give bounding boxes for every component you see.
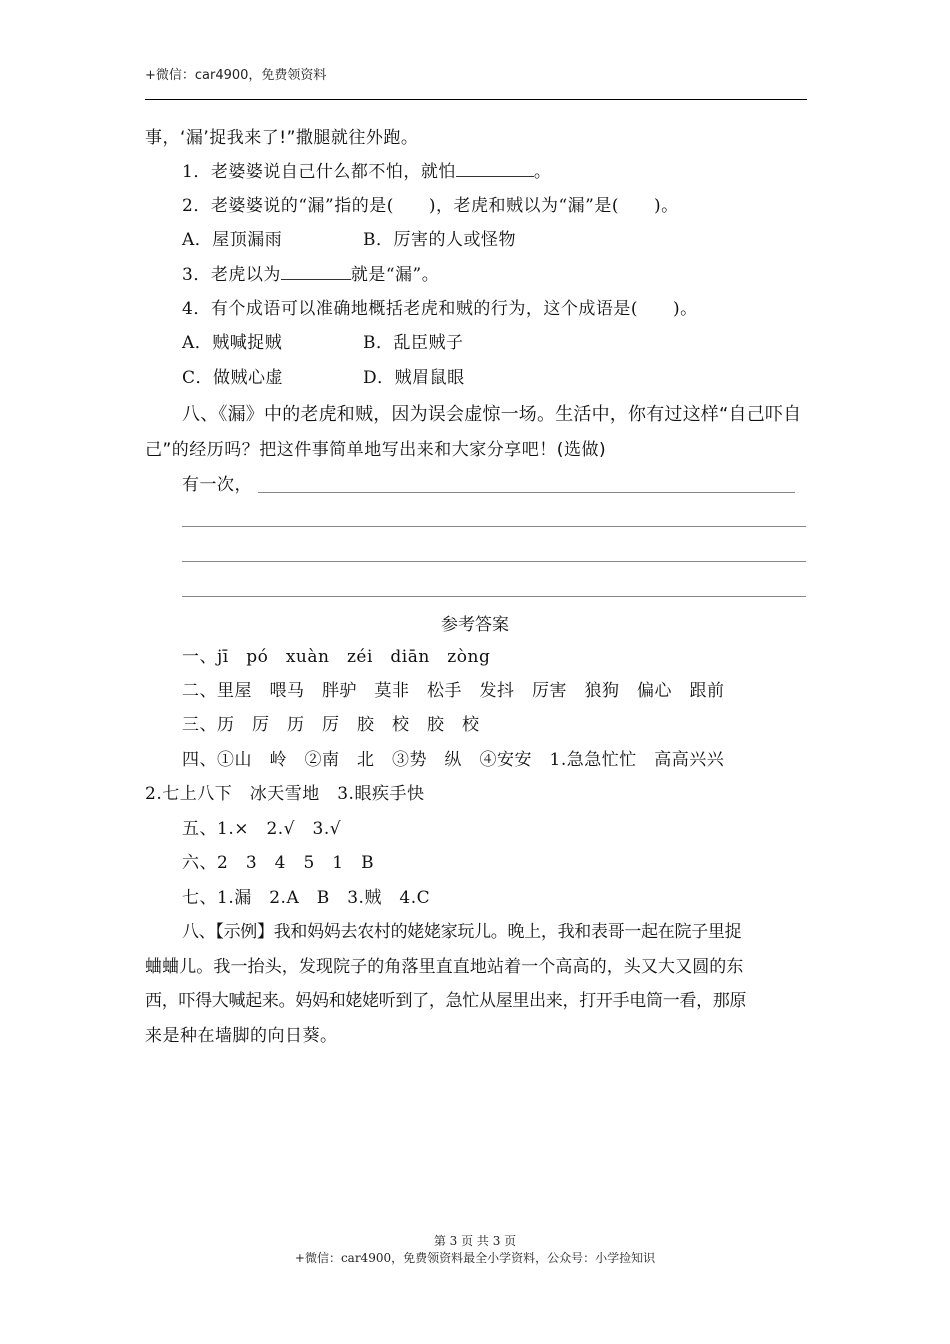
answer-2: 二、里屋 喂马 胖驴 莫非 松手 发抖 厉害 狼狗 偏心 跟前 [182, 681, 725, 701]
question-3 [182, 263, 439, 287]
question-2: 2．老婆婆说的“漏”指的是( )，老虎和贼以为“漏”是( )。 [182, 196, 679, 216]
writing-line [182, 596, 806, 597]
section-8-line-1: 八、《漏》中的老虎和贼，因为误会虚惊一场。生活中，你有过这样“自己吓自 [182, 404, 802, 425]
option-c: C．做贼心虚 [182, 368, 284, 388]
writing-line [182, 526, 806, 527]
answer-1: 一、jī pó xuàn zéi diān zòng [182, 647, 491, 667]
question-1 [182, 160, 551, 184]
writing-line [258, 492, 795, 493]
section-8-line-2: 己”的经历吗？把这件事简单地写出来和大家分享吧！(选做) [145, 440, 607, 460]
question-4: 4．有个成语可以准确地概括老虎和贼的行为，这个成语是( )。 [182, 299, 698, 319]
answer-5: 五、1.× 2.√ 3.√ [182, 819, 342, 839]
question-1-suffix: 。 [533, 162, 552, 182]
page-number: 第 3 页 共 3 页 [433, 1234, 517, 1248]
question-1-prefix: 1．老婆婆说自己什么都不怕，就怕 [182, 162, 456, 182]
option-a: A．屋顶漏雨 [182, 230, 283, 250]
question-3-suffix: 就是“漏”。 [350, 265, 440, 285]
option-a: A．贼喊捉贼 [182, 333, 283, 353]
header-text: +微信：car4900，免费领资料 [145, 68, 327, 83]
answer-8-line-2: 蛐蛐儿。我一抬头，发现院子的角落里直直地站着一个高高的，头又大又圆的东 [145, 957, 744, 977]
option-b: B．厉害的人或怪物 [363, 230, 516, 250]
answer-blank [281, 263, 351, 280]
answer-4-line-1: 四、①山 岭 ②南 北 ③势 纵 ④安安 1.急急忙忙 高高兴兴 [182, 750, 725, 770]
option-d: D．贼眉鼠眼 [363, 368, 465, 388]
question-4-options-row2 [182, 366, 465, 390]
question-3-prefix: 3．老虎以为 [182, 265, 281, 285]
answer-8-line-3: 西，吓得大喊起来。妈妈和姥姥听到了，急忙从屋里出来，打开手电筒一看，那原 [145, 991, 747, 1011]
answer-3: 三、历 厉 历 厉 胶 校 胶 校 [182, 715, 480, 735]
story-end: 事，‘漏’捉我来了!”撒腿就往外跑。 [145, 128, 419, 148]
answer-7: 七、1.漏 2.A B 3.贼 4.C [182, 888, 431, 908]
question-4-options-row1 [182, 331, 464, 355]
answer-6: 六、2 3 4 5 1 B [182, 853, 375, 873]
writing-start: 有一次， [182, 475, 252, 495]
answers-title: 参考答案 [441, 615, 509, 635]
answer-blank [456, 160, 534, 177]
footer-text: +微信：car4900，免费领资料最全小学资料，公众号：小学捡知识 [294, 1251, 656, 1265]
answer-8-line-1: 八、【示例】我和妈妈去农村的姥姥家玩儿。晚上，我和表哥一起在院子里捉 [182, 922, 742, 942]
answer-4-line-2: 2.七上八下 冰天雪地 3.眼疾手快 [145, 784, 425, 804]
answer-8-line-4: 来是种在墙脚的向日葵。 [145, 1026, 338, 1046]
question-2-options [182, 228, 516, 252]
writing-line [182, 561, 806, 562]
option-b: B．乱臣贼子 [363, 333, 464, 353]
header-rule [145, 99, 807, 100]
